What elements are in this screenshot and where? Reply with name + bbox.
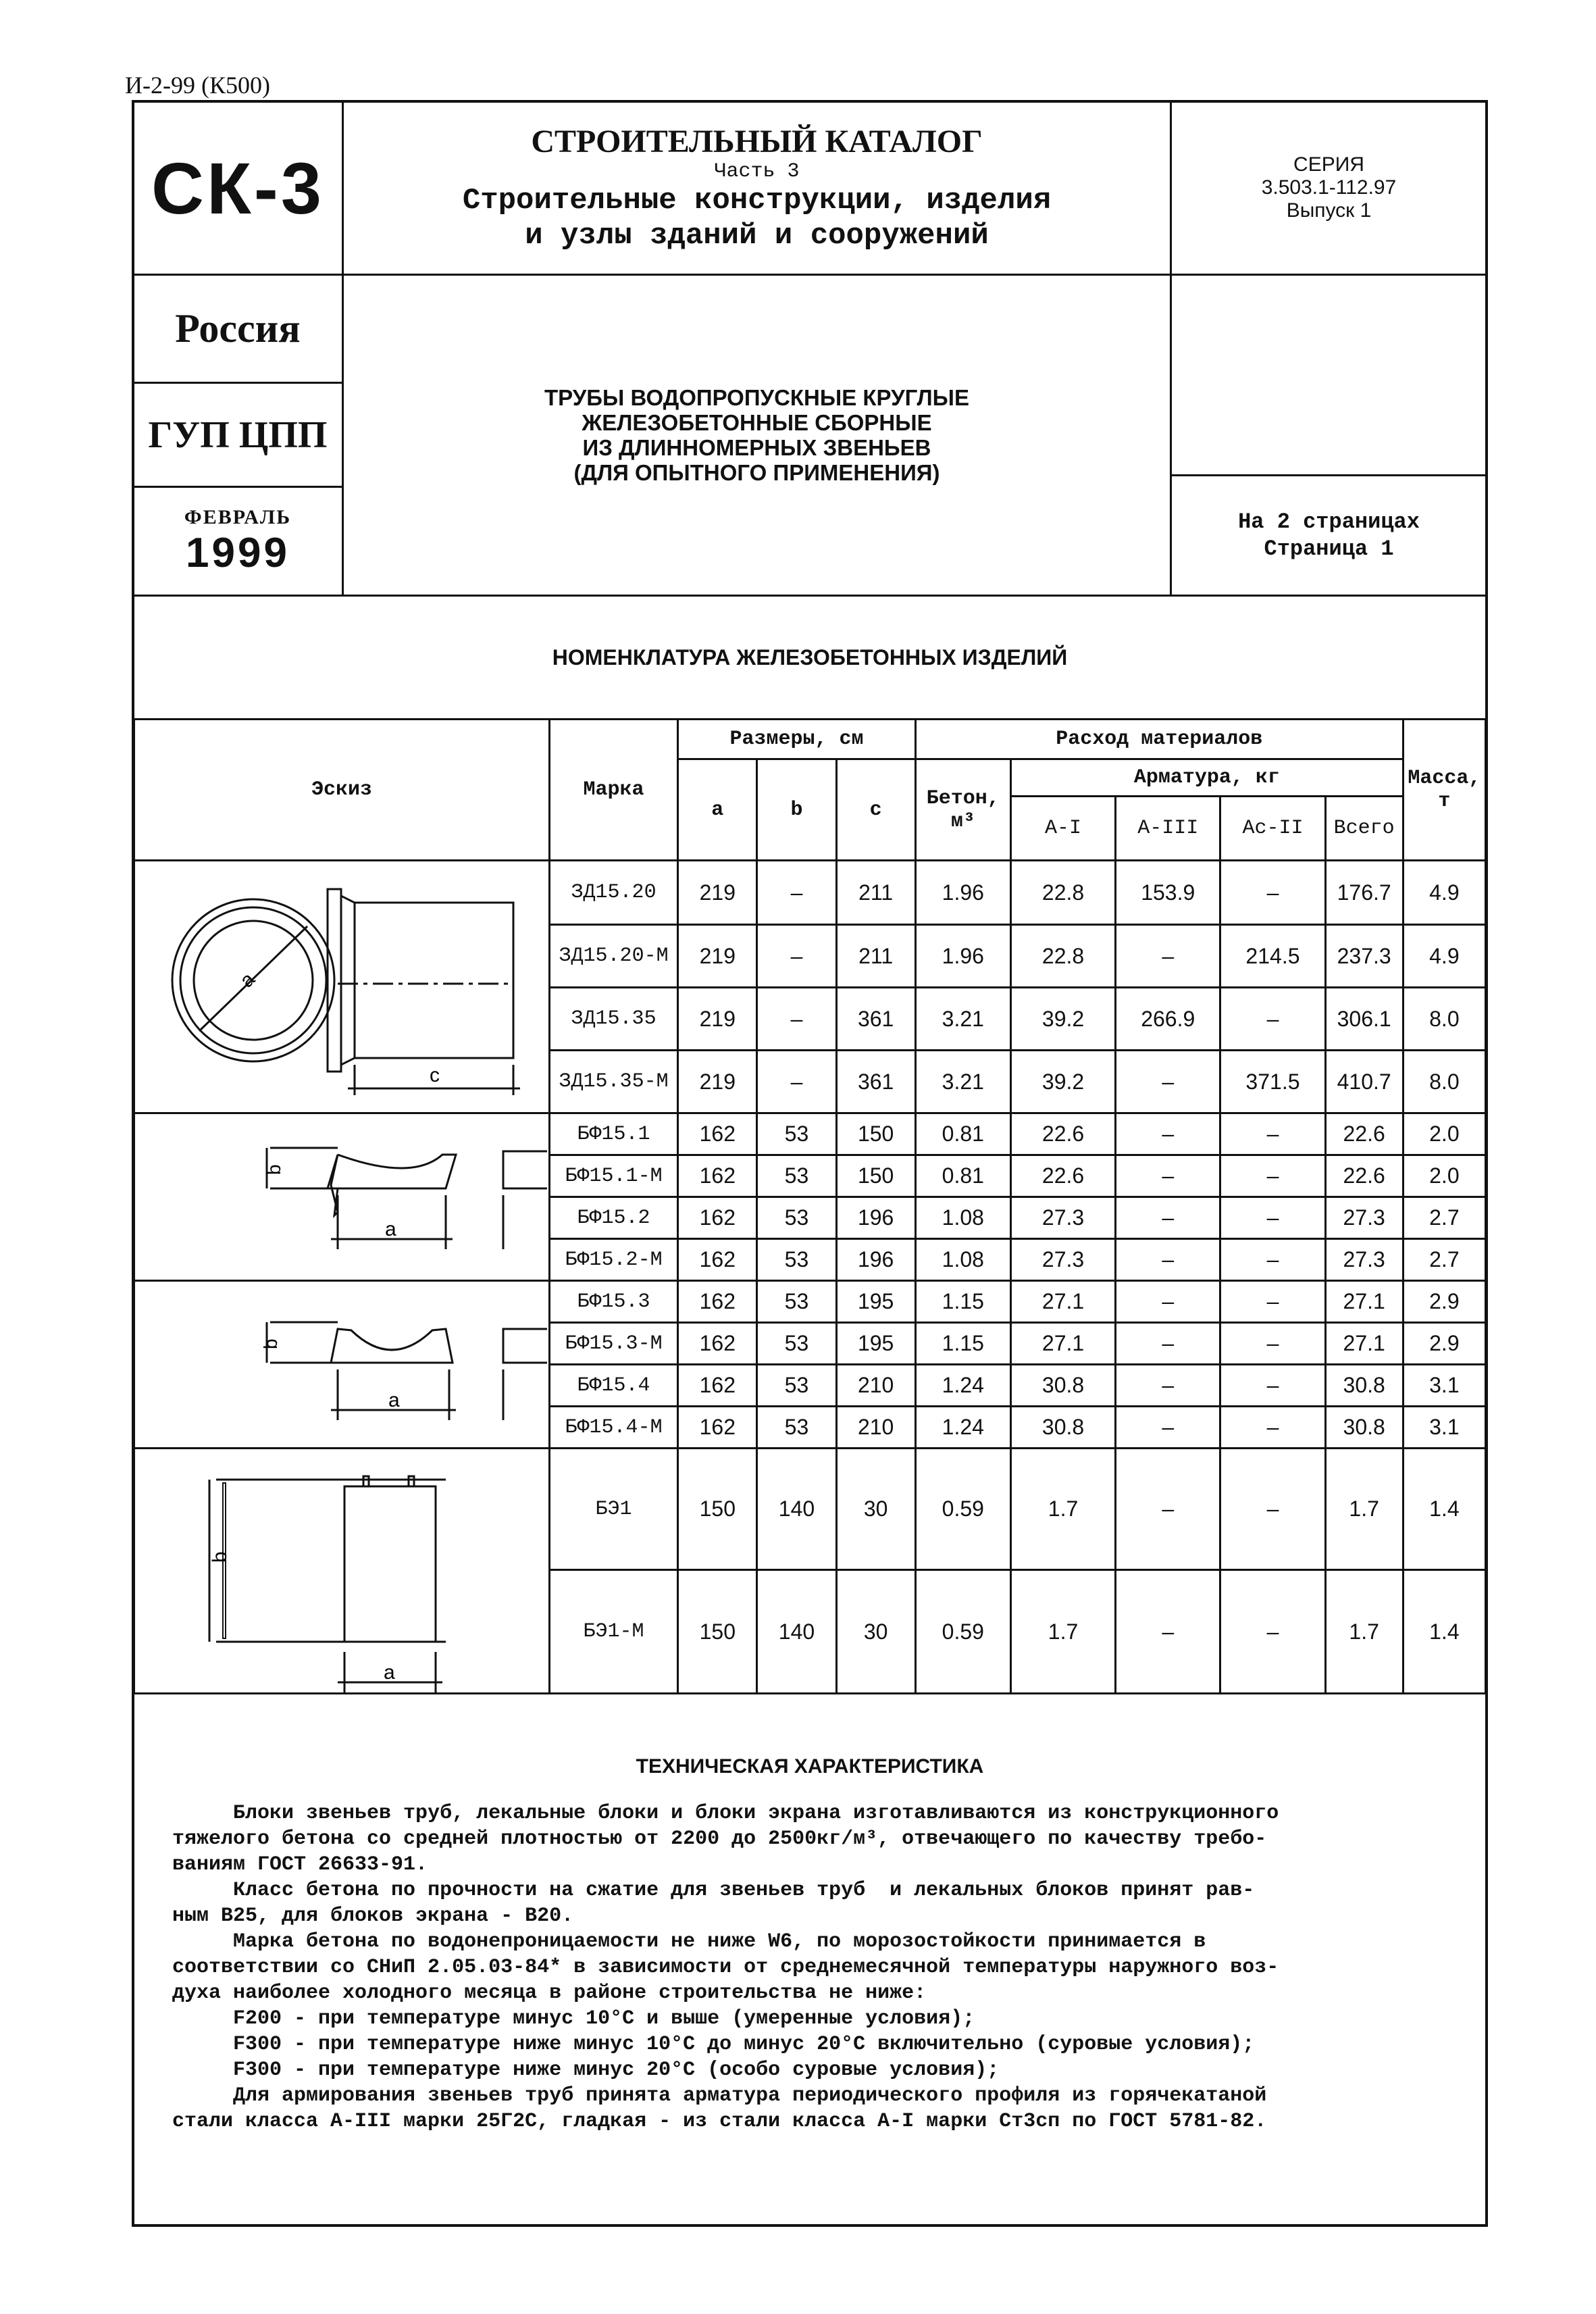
cell-b: – [757,1051,836,1113]
country-name: Россия [175,306,301,351]
cell-mass: 8.0 [1403,1051,1485,1113]
sketch-label-b: b [209,1551,231,1563]
cell-a3: – [1116,925,1220,988]
nomenclature-title-cell [132,595,1488,720]
header-sizes: Размеры, см [678,720,916,759]
cell-concrete: 0.59 [915,1449,1010,1570]
cell-a: 219 [678,861,757,925]
header-mark: Марка [549,720,677,861]
cell-a1: 22.8 [1010,861,1115,925]
nomenclature-table [133,718,1487,1694]
cell-concrete: 1.15 [915,1281,1010,1323]
header-sketch: Эскиз [134,720,550,861]
cell-a: 150 [678,1570,757,1694]
sketch-label-c: c [430,1063,440,1086]
cell-mass: 2.7 [1403,1197,1485,1239]
cell-c: 150 [836,1155,915,1197]
cell-mass: 2.9 [1403,1323,1485,1365]
cell-b: 140 [757,1570,836,1694]
cell-a: 219 [678,1051,757,1113]
sketch-screen-block [134,1449,550,1694]
cell-ac2: – [1220,1407,1325,1449]
cell-a: 150 [678,1449,757,1570]
cell-c: 195 [836,1281,915,1323]
screen-block-drawing [135,1449,547,1692]
cell-a3: – [1116,1323,1220,1365]
cell-ac2: – [1220,1197,1325,1239]
cell-mark: БФ15.3-М [549,1323,677,1365]
cell-a3: – [1116,1239,1220,1281]
cell-total: 306.1 [1325,988,1403,1051]
tech-line: Класс бетона по прочности на сжатие для звеньев труб и лекальных блоков принят рав- [172,1879,1255,1902]
catalog-part: Часть 3 [714,159,800,183]
sketch-label-a: a [385,1218,396,1240]
cell-a1: 27.1 [1010,1281,1115,1323]
cell-a1: 22.6 [1010,1113,1115,1155]
cell-total: 27.1 [1325,1281,1403,1323]
cell-mark: БФ15.3 [549,1281,677,1323]
cell-total: 27.1 [1325,1323,1403,1365]
cell-c: 210 [836,1365,915,1407]
cell-a1: 22.6 [1010,1155,1115,1197]
cell-concrete: 1.24 [915,1365,1010,1407]
header-mass-label: Масса, [1408,767,1481,790]
tech-line: Для армирования звеньев труб принята арматура периодического профиля из горячекатаной [172,2084,1267,2107]
pages-cell [1170,474,1488,597]
cell-mark: БЭ1 [549,1449,677,1570]
header-a: a [678,759,757,861]
cell-a3: – [1116,1570,1220,1694]
table-header-row-1 [134,720,1486,759]
tech-line: ваниям ГОСТ 26633-91. [172,1853,428,1876]
cell-c: 211 [836,861,915,925]
cell-total: 30.8 [1325,1407,1403,1449]
sketch-label-a: a [384,1661,395,1684]
cell-a: 162 [678,1407,757,1449]
curved-block-drawing-1 [135,1114,547,1280]
table-row [134,1449,1486,1570]
tech-line: соответствии со СНиП 2.05.03-84* в зависимости от среднемесячной температуры наружного воз- [172,1956,1279,1979]
cell-b: 53 [757,1197,836,1239]
sketch-curved-block-2 [134,1281,550,1449]
header-concrete-label: Бетон, [926,786,1000,810]
cell-b: 53 [757,1407,836,1449]
cell-total: 30.8 [1325,1365,1403,1407]
cell-concrete: 0.81 [915,1155,1010,1197]
cell-c: 211 [836,925,915,988]
cell-ac2: – [1220,1155,1325,1197]
table-row [134,1281,1486,1323]
sketch-label-a: a [388,1389,400,1411]
product-title-line-3: ИЗ ДЛИННОМЕРНЫХ ЗВЕНЬЕВ [582,435,931,460]
cell-ac2: – [1220,1323,1325,1365]
cell-a3: – [1116,1449,1220,1570]
catalog-title: СТРОИТЕЛЬНЫЙ КАТАЛОГ [531,123,983,159]
cell-mark: ЗД15.20-М [549,925,677,988]
header-rebar: Арматура, кг [1010,759,1403,797]
cell-a1: 1.7 [1010,1570,1115,1694]
cell-a1: 39.2 [1010,988,1115,1051]
document-reference: И-2-99 (К500) [125,72,270,99]
cell-ac2: 214.5 [1220,925,1325,988]
cell-mark: БФ15.1 [549,1113,677,1155]
cell-mark: ЗД15.35-М [549,1051,677,1113]
cell-b: – [757,861,836,925]
pipe-link-drawing [135,862,547,1112]
product-title-line-2: ЖЕЛЕЗОБЕТОННЫЕ СБОРНЫЕ [582,410,932,435]
cell-a: 162 [678,1197,757,1239]
header-ac2: Ас-II [1220,797,1325,861]
cell-mass: 8.0 [1403,988,1485,1051]
cell-a1: 1.7 [1010,1449,1115,1570]
cell-a1: 27.3 [1010,1197,1115,1239]
tech-line: стали класса А-III марки 25Г2С, гладкая - из стали класса А-I марки Ст3сп по ГОСТ 5781-82. [172,2110,1267,2133]
cell-a1: 30.8 [1010,1407,1115,1449]
sketch-pipe-link [134,861,550,1113]
cell-a3: – [1116,1051,1220,1113]
cell-c: 361 [836,1051,915,1113]
cell-b: – [757,988,836,1051]
country-cell [132,274,344,384]
cell-concrete: 0.81 [915,1113,1010,1155]
tech-line: тяжелого бетона со средней плотностью от 2200 до 2500кг/м³, отвечающего по качеству требо- [172,1828,1267,1851]
catalog-logo: СК-3 [151,147,324,229]
header-c: c [836,759,915,861]
catalog-title-cell [342,100,1172,276]
cell-mass: 2.0 [1403,1113,1485,1155]
cell-c: 210 [836,1407,915,1449]
catalog-subtitle-1: Строительные конструкции, изделия [462,183,1052,218]
product-title-cell [342,274,1172,597]
cell-mass: 1.4 [1403,1570,1485,1694]
cell-b: 53 [757,1239,836,1281]
cell-concrete: 1.96 [915,925,1010,988]
cell-a: 162 [678,1155,757,1197]
sketch-label-b: b [263,1164,284,1175]
cell-a: 219 [678,925,757,988]
cell-concrete: 1.08 [915,1239,1010,1281]
sketch-label-a: a [235,967,259,992]
cell-mass: 3.1 [1403,1365,1485,1407]
tech-line: Марка бетона по водонепроницаемости не ниже W6, по морозостойкости принимается в [172,1930,1206,1953]
series-label: СЕРИЯ [1293,153,1364,176]
cell-a3: 266.9 [1116,988,1220,1051]
cell-c: 361 [836,988,915,1051]
cell-ac2: – [1220,988,1325,1051]
cell-total: 22.6 [1325,1113,1403,1155]
cell-mark: ЗД15.20 [549,861,677,925]
publication-year: 1999 [186,529,290,576]
cell-a1: 27.1 [1010,1323,1115,1365]
cell-c: 30 [836,1449,915,1570]
tech-line: духа наиболее холодного месяца в районе строительства не ниже: [172,1982,927,2005]
cell-a: 162 [678,1239,757,1281]
cell-a: 162 [678,1113,757,1155]
cell-a1: 27.3 [1010,1239,1115,1281]
org-cell [132,382,344,488]
product-title-line-1: ТРУБЫ ВОДОПРОПУСКНЫЕ КРУГЛЫЕ [544,385,969,410]
sketch-curved-block-1 [134,1113,550,1281]
cell-mark: БФ15.4-М [549,1407,677,1449]
cell-mass: 2.0 [1403,1155,1485,1197]
cell-mass: 4.9 [1403,925,1485,988]
header-b: b [757,759,836,861]
header-mass [1403,720,1485,861]
cell-total: 176.7 [1325,861,1403,925]
cell-mark: БФ15.2 [549,1197,677,1239]
cell-mass: 3.1 [1403,1407,1485,1449]
cell-total: 27.3 [1325,1239,1403,1281]
cell-mass: 1.4 [1403,1449,1485,1570]
product-title-line-4: (ДЛЯ ОПЫТНОГО ПРИМЕНЕНИЯ) [573,460,940,485]
cell-mark: БЭ1-М [549,1570,677,1694]
header-concrete [915,759,1010,861]
cell-concrete: 3.21 [915,1051,1010,1113]
cell-concrete: 1.15 [915,1323,1010,1365]
cell-ac2: – [1220,1239,1325,1281]
tech-line: F300 - при температуре ниже минус 20°С (особо суровые условия); [172,2059,1000,2082]
cell-b: 53 [757,1365,836,1407]
cell-ac2: – [1220,861,1325,925]
cell-a: 162 [678,1365,757,1407]
tech-text [172,1801,1456,2134]
cell-a1: 22.8 [1010,925,1115,988]
series-number: 3.503.1-112.97 [1261,176,1397,199]
tech-line: Блоки звеньев труб, лекальные блоки и блоки экрана изготавливаются из конструкционного [172,1802,1279,1825]
cell-mark: БФ15.1-М [549,1155,677,1197]
cell-a: 162 [678,1281,757,1323]
cell-concrete: 1.08 [915,1197,1010,1239]
logo-cell [132,100,344,276]
header-total: Всего [1325,797,1403,861]
header-consumption: Расход материалов [915,720,1403,759]
cell-concrete: 3.21 [915,988,1010,1051]
cell-total: 22.6 [1325,1155,1403,1197]
cell-concrete: 1.24 [915,1407,1010,1449]
cell-ac2: – [1220,1449,1325,1570]
cell-ac2: – [1220,1281,1325,1323]
header-a3: А-III [1116,797,1220,861]
sketch-label-b: b [260,1338,281,1349]
cell-total: 410.7 [1325,1051,1403,1113]
tech-title: ТЕХНИЧЕСКАЯ ХАРАКТЕРИСТИКА [636,1755,984,1778]
cell-total: 1.7 [1325,1449,1403,1570]
cell-ac2: – [1220,1113,1325,1155]
cell-b: – [757,925,836,988]
page-current: Страница 1 [1264,536,1394,561]
cell-mass: 2.9 [1403,1281,1485,1323]
cell-a3: – [1116,1407,1220,1449]
cell-concrete: 1.96 [915,861,1010,925]
tech-line: F300 - при температуре ниже минус 10°С до минус 20°С включительно (суровые условия); [172,2033,1255,2056]
empty-stamp-cell [1170,274,1488,476]
header-concrete-unit: м³ [950,809,975,833]
cell-concrete: 0.59 [915,1570,1010,1694]
header-a1: А-I [1010,797,1115,861]
pages-total: На 2 страницах [1238,509,1420,534]
tech-line: F200 - при температуре минус 10°С и выше (умеренные условия); [172,2007,975,2030]
cell-ac2: 371.5 [1220,1051,1325,1113]
cell-a3: 153.9 [1116,861,1220,925]
cell-ac2: – [1220,1570,1325,1694]
cell-b: 53 [757,1155,836,1197]
header-mass-unit: т [1438,790,1451,813]
cell-mark: БФ15.2-М [549,1239,677,1281]
series-cell [1170,100,1488,276]
table-row [134,1113,1486,1155]
cell-total: 27.3 [1325,1197,1403,1239]
cell-a3: – [1116,1365,1220,1407]
cell-a1: 30.8 [1010,1365,1115,1407]
cell-b: 53 [757,1323,836,1365]
cell-mark: БФ15.4 [549,1365,677,1407]
date-cell [132,486,344,597]
cell-total: 1.7 [1325,1570,1403,1694]
cell-mass: 4.9 [1403,861,1485,925]
cell-a3: – [1116,1197,1220,1239]
publication-month: ФЕВРАЛЬ [184,505,292,528]
cell-b: 140 [757,1449,836,1570]
cell-a3: – [1116,1155,1220,1197]
cell-b: 53 [757,1113,836,1155]
cell-a: 162 [678,1323,757,1365]
cell-b: 53 [757,1281,836,1323]
tech-line: ным В25, для блоков экрана - В20. [172,1905,574,1928]
cell-mass: 2.7 [1403,1239,1485,1281]
nomenclature-title: НОМЕНКЛАТУРА ЖЕЛЕЗОБЕТОННЫХ ИЗДЕЛИЙ [552,645,1068,670]
cell-a3: – [1116,1281,1220,1323]
cell-mark: ЗД15.35 [549,988,677,1051]
series-issue: Выпуск 1 [1286,199,1372,222]
cell-total: 237.3 [1325,925,1403,988]
catalog-subtitle-2: и узлы зданий и сооружений [525,218,989,253]
cell-a1: 39.2 [1010,1051,1115,1113]
cell-c: 150 [836,1113,915,1155]
curved-block-drawing-2 [135,1282,547,1447]
cell-c: 196 [836,1239,915,1281]
cell-c: 196 [836,1197,915,1239]
cell-c: 195 [836,1323,915,1365]
organization-name: ГУП ЦПП [148,413,328,456]
cell-a3: – [1116,1113,1220,1155]
cell-a: 219 [678,988,757,1051]
table-row [134,861,1486,925]
cell-ac2: – [1220,1365,1325,1407]
cell-c: 30 [836,1570,915,1694]
